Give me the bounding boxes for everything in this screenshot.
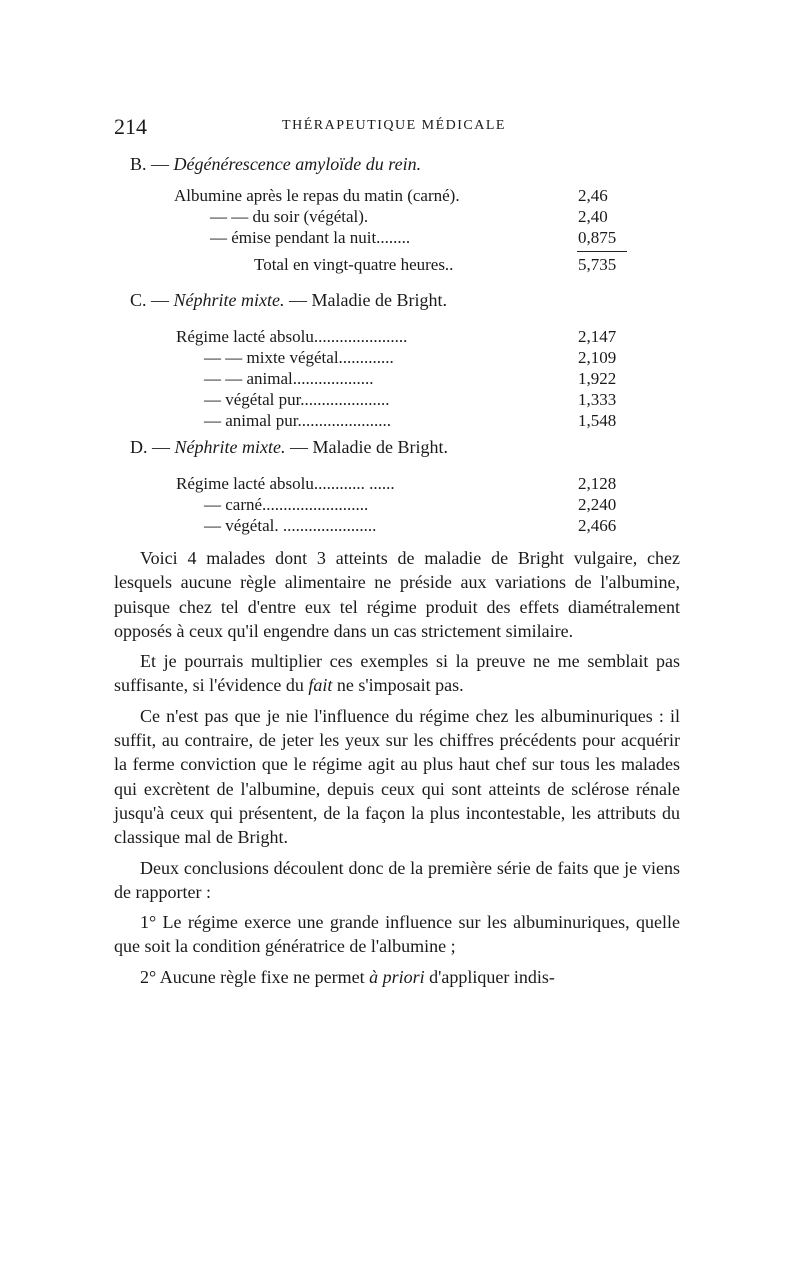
table-row-total bbox=[0, 255, 800, 277]
paragraph-text: ne s'imposait pas. bbox=[332, 675, 464, 696]
section-c-title: Néphrite mixte. bbox=[173, 290, 285, 310]
row-label: — animal pur...................... bbox=[204, 411, 391, 430]
row-label: — végétal pur..................... bbox=[204, 390, 390, 409]
row-value: 2,46 bbox=[578, 186, 608, 205]
table-row bbox=[0, 186, 800, 208]
table-row bbox=[0, 348, 800, 370]
table-row bbox=[0, 327, 800, 349]
row-value: 0,875 bbox=[578, 228, 617, 247]
row-label: Albumine après le repas du matin (carné). bbox=[174, 186, 460, 205]
emphasis: à priori bbox=[369, 966, 425, 987]
row-label: — végétal. ...................... bbox=[204, 516, 377, 535]
row-value: 1,922 bbox=[578, 369, 617, 388]
paragraph-text: Et je pourrais multiplier ces exemples si la preuve ne me semblait pas suffisante, si l'évidence du bbox=[114, 651, 680, 696]
section-c-heading bbox=[130, 290, 447, 311]
section-c-subtitle: — Maladie de Bright. bbox=[289, 290, 447, 310]
paragraph-text: 2° Aucune règle fixe ne permet bbox=[140, 966, 370, 987]
paragraph-text: d'appliquer indis- bbox=[424, 966, 555, 987]
paragraph: Ce n'est pas que je nie l'influence du régime chez les albuminuriques : il suffit, au contraire, de jeter les yeux sur les chiffres précédents pour acquérir la ferme conviction que le régime agit au plus haut chef sur tous les malades qui excrètent de l'albumine, depuis ceux qui sont atteints de sclérose rénale jusqu'à ceux qui présentent, de la façon la plus incontestable, les attributs du classique mal de Bright. bbox=[114, 705, 680, 848]
table-row bbox=[0, 228, 800, 250]
section-d-subtitle: — Maladie de Bright. bbox=[289, 437, 448, 457]
table-row bbox=[0, 411, 800, 433]
row-value: 2,109 bbox=[578, 348, 617, 367]
row-label: — émise pendant la nuit........ bbox=[210, 228, 411, 247]
row-value: 1,548 bbox=[578, 411, 617, 430]
table-row bbox=[0, 495, 800, 517]
row-label: Total en vingt-quatre heures.. bbox=[254, 255, 454, 274]
paragraph: Voici 4 malades dont 3 atteints de maladie de Bright vulgaire, chez lesquels aucune règle alimentaire ne préside aux variations de l'albumine, puisque chez tel d'entre eux tel régime produit des effets diamétralement opposés à ceux qu'il engendre dans un cas strictement similaire. bbox=[114, 548, 680, 641]
row-label: — — animal................... bbox=[204, 369, 374, 388]
table-row bbox=[0, 474, 800, 496]
paragraph bbox=[114, 965, 680, 989]
row-value: 2,466 bbox=[578, 516, 617, 535]
running-title: THÉRAPEUTIQUE MÉDICALE bbox=[282, 118, 506, 133]
row-value: 5,735 bbox=[578, 255, 617, 274]
section-d-heading bbox=[130, 437, 448, 458]
row-value: 2,40 bbox=[578, 207, 608, 226]
section-b-title: Dégénérescence amyloïde du rein. bbox=[173, 154, 422, 174]
paragraph: Deux conclusions découlent donc de la première série de faits que je viens de rapporter : bbox=[114, 857, 680, 902]
paragraph bbox=[114, 649, 680, 698]
page-number: 214 bbox=[114, 114, 147, 139]
row-label: Régime lacté absolu............ ...... bbox=[176, 474, 395, 493]
row-value: 1,333 bbox=[578, 390, 617, 409]
row-value: 2,128 bbox=[578, 474, 617, 493]
body-text bbox=[114, 546, 680, 989]
sum-rule bbox=[577, 251, 627, 252]
row-label: — — du soir (végétal). bbox=[210, 207, 369, 226]
row-label: Régime lacté absolu...................... bbox=[176, 327, 408, 346]
paragraph: 1° Le régime exerce une grande influence sur les albuminuriques, quelle que soit la condition génératrice de l'albumine ; bbox=[114, 912, 680, 957]
emphasis: fait bbox=[308, 675, 333, 696]
section-b-heading bbox=[130, 154, 421, 175]
section-d-label: D. — bbox=[130, 437, 170, 457]
row-value: 2,240 bbox=[578, 495, 617, 514]
row-label: — carné......................... bbox=[204, 495, 369, 514]
page-header bbox=[114, 114, 674, 138]
table-row bbox=[0, 207, 800, 229]
section-b-label: B. — bbox=[130, 154, 170, 174]
table-row bbox=[0, 390, 800, 412]
section-d-title: Néphrite mixte. bbox=[174, 437, 286, 457]
section-c-label: C. — bbox=[130, 290, 170, 310]
row-value: 2,147 bbox=[578, 327, 617, 346]
table-row bbox=[0, 516, 800, 538]
row-label: — — mixte végétal............. bbox=[204, 348, 394, 367]
table-row bbox=[0, 369, 800, 391]
